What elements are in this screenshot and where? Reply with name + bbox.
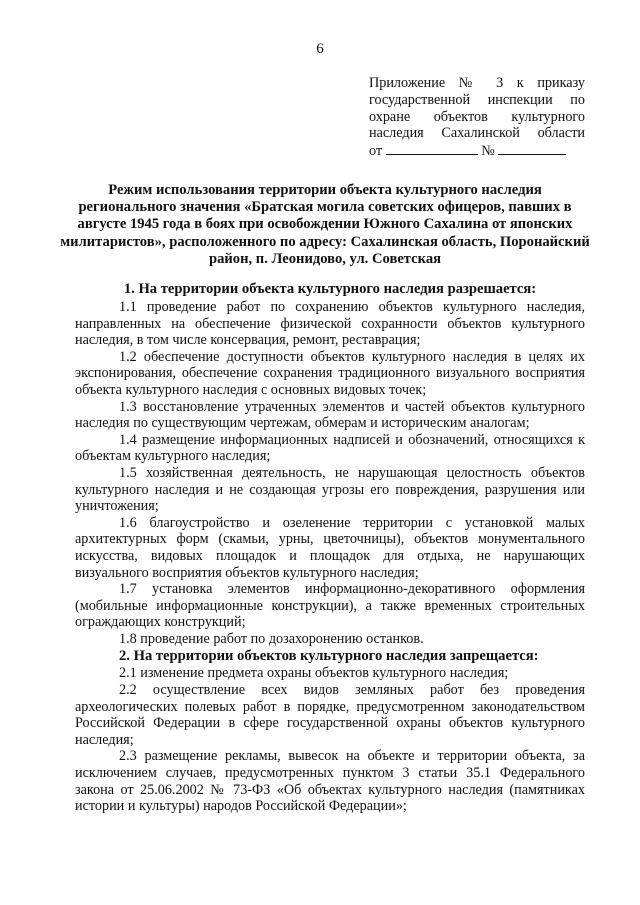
document-title: Режим использования территории объекта культурного наследия регионального значения «Братская могила советских офицеров, павших в августе 1945 года в боях при освобождении Южного Сахалина от японских милитаристов», расположенного по адресу: Сахалинская область, Поронайский район, п. Леонидово, ул. Советская [60, 182, 590, 267]
number-label: № [481, 143, 495, 160]
section-2-item: 2.2 осуществление всех видов земляных работ без проведения археологических полевых работ в порядке, предусмотренном законодательством Российской Федерации в сфере государственной охраны объектов культурного наследия; [75, 682, 585, 748]
from-label: от [369, 143, 383, 160]
appendix-header [369, 75, 585, 160]
appendix-line: охране объектов культурного [369, 108, 585, 125]
section-1-item: 1.1 проведение работ по сохранению объектов культурного наследия, направленных на обеспечение физической сохранности объектов культурного наследия, в том числе консервация, ремонт, реставрация; [75, 299, 585, 349]
section-1-item: 1.8 проведение работ по дозахоронению останков. [119, 630, 424, 647]
appendix-line: государственной инспекции по [369, 91, 585, 108]
document-body [75, 281, 585, 815]
appendix-line: наследия Сахалинской области [369, 125, 585, 142]
section-1-item: 1.4 размещение информационных надписей и обозначений, относящихся к объектам культурного наследия; [75, 431, 585, 465]
page-number: 6 [316, 41, 324, 57]
section-1-item: 1.3 восстановление утраченных элементов и частей объектов культурного наследия по существующим чертежам, обмерам и историческим аналогам; [75, 398, 585, 432]
appendix-date-number-line [369, 142, 585, 160]
section-2-item: 2.3 размещение рекламы, вывесок на объекте и территории объекта, за исключением случаев, предусмотренных пунктом 3 статьи 35.1 Федерального закона от 25.06.2002 № 73-ФЗ «Об объектах культурного наследия (памятниках истории и культуры) народов Российской Федерации»; [75, 748, 585, 815]
section-2-heading: 2. На территории объектов культурного наследия запрещается: [119, 648, 539, 665]
section-1-item: 1.6 благоустройство и озеленение территории с установкой малых архитектурных форм (скамьи, урны, цветочницы), объектов монументального искусства, видовых площадок и площадок для отдыха, не нарушающих визуального восприятия объектов культурного наследия; [75, 514, 585, 581]
appendix-line: Приложение № 3 к приказу [369, 75, 585, 91]
section-1-heading: 1. На территории объекта культурного наследия разрешается: [123, 281, 537, 297]
date-blank [386, 142, 478, 155]
section-1-item: 1.5 хозяйственная деятельность, не нарушающая целостность объектов культурного наследия и не создающая угрозы его повреждения, разрушения или уничтожения; [75, 464, 585, 515]
section-1-item: 1.2 обеспечение доступности объектов культурного наследия в целях их экспонирования, обеспечение сохранения традиционного визуального восприятия объекта культурного наследия с основных видовых точек; [75, 348, 585, 398]
section-1-item: 1.7 установка элементов информационно-декоративного оформления (мобильные информационные конструкции), а также временных строительных ограждающих конструкций; [75, 581, 585, 631]
number-blank [498, 142, 566, 155]
section-2-item: 2.1 изменение предмета охраны объектов культурного наследия; [119, 665, 509, 682]
